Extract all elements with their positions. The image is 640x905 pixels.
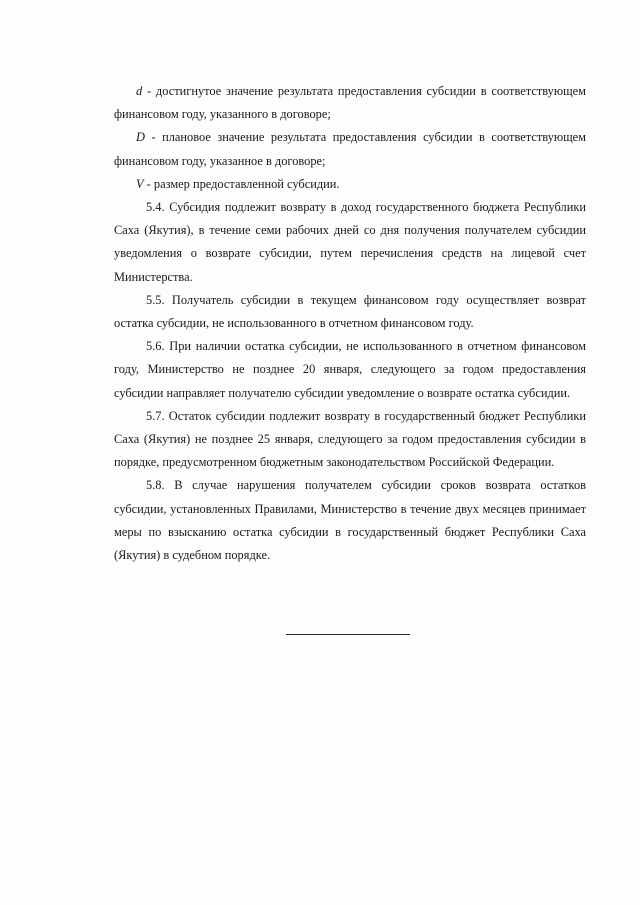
definition-V-text: - размер предоставленной субсидии. — [143, 176, 340, 191]
symbol-D: D — [136, 130, 145, 145]
paragraph-5-4: 5.4. Субсидия подлежит возврату в доход государственного бюджета Республики Саха (Якутия), в течение семи рабочих дней со дня получения получателем субсидии уведомления о возврате субсидии, путем перечисления средств на лицевой счет Министерства. — [114, 200, 586, 284]
document-body — [114, 80, 586, 567]
symbol-V: V — [136, 176, 144, 191]
paragraph-5-7: 5.7. Остаток субсидии подлежит возврату в государственный бюджет Республики Саха (Якутия) не позднее 25 января, следующего за годом предоставления субсидии в порядке, предусмотренном бюджетным законодательством Российской Федерации. — [114, 408, 586, 470]
paragraph-5-8: 5.8. В случае нарушения получателем субсидии сроков возврата остатков субсидии, установленных Правилами, Министерство в течение двух месяцев принимает меры по взысканию остатка субсидии в государственный бюджет Республики Саха (Якутия) в судебном порядке. — [114, 478, 586, 563]
definition-V — [114, 173, 586, 196]
paragraph-5-5: 5.5. Получатель субсидии в текущем финансовом году осуществляет возврат остатка субсидии, не использованного в отчетном финансовом году. — [114, 292, 586, 331]
definition-D-text: - плановое значение результата предоставления субсидии в соответствующем финансовом году, указанное в договоре; — [114, 130, 586, 168]
definition-d-text: - достигнутое значение результата предоставления субсидии в соответствующем финансовом году, указанного в договоре; — [114, 84, 586, 122]
paragraph-5-6: 5.6. При наличии остатка субсидии, не использованного в отчетном финансовом году, Министерство не позднее 20 января, следующего за годом предоставления субсидии направляет получателю субсидии уведомление о возврате остатка субсидии. — [114, 339, 586, 400]
end-rule — [286, 634, 410, 635]
definition-D — [114, 126, 586, 172]
definition-d — [114, 80, 586, 126]
symbol-d: d — [136, 84, 143, 98]
